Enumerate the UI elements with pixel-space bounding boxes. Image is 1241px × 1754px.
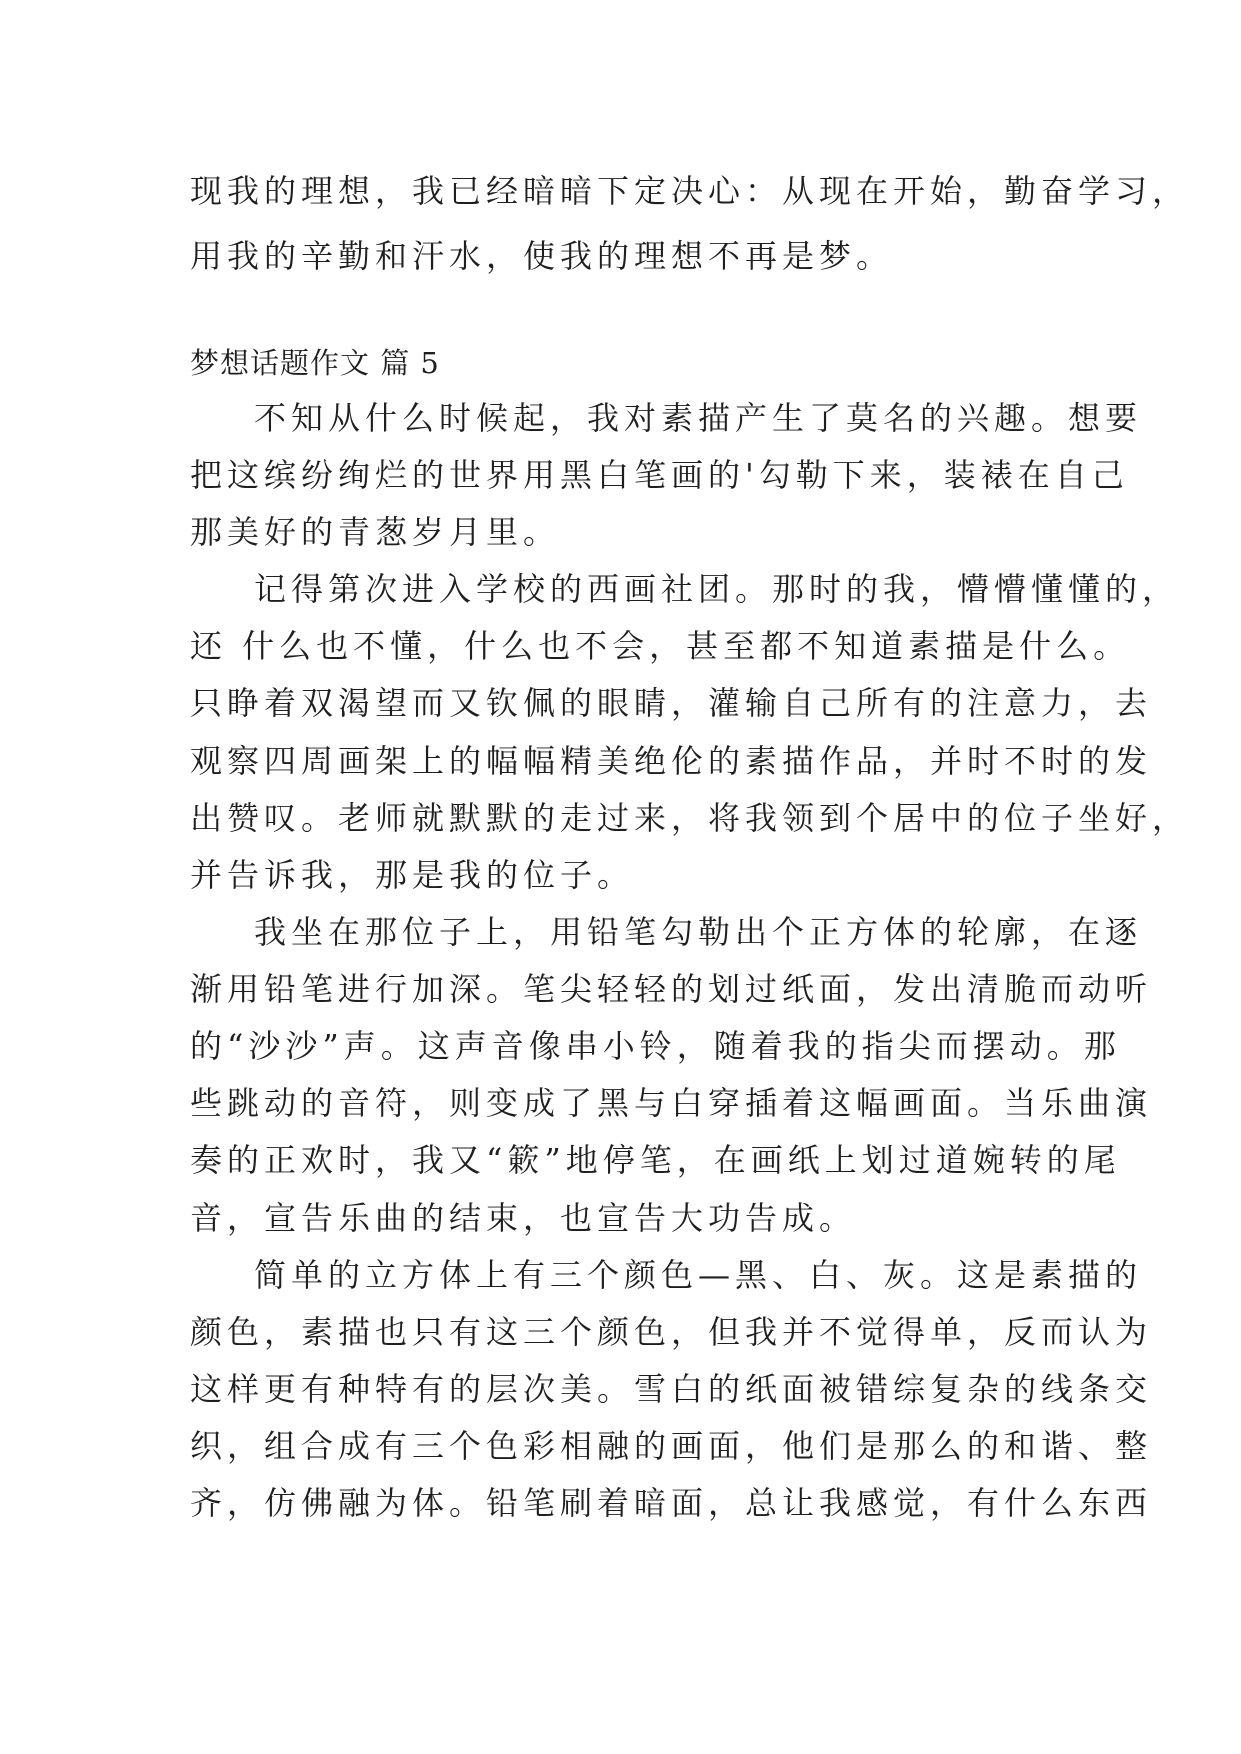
paragraph-2-line-2: 还 什么也不懂，什么也不会，甚至都不知道素描是什么。 xyxy=(190,627,1131,665)
paragraph-4-line-3: 这样更有种特有的层次美。雪白的纸面被错综复杂的线条交 xyxy=(190,1370,1153,1408)
paragraph-3-line-1: 我坐在那位子上，用铅笔勾勒出个正方体的轮廓，在逐 xyxy=(254,913,1143,951)
paragraph-4-line-5: 齐，仿佛融为体。铅笔刷着暗面，总让我感觉，有什么东西 xyxy=(190,1484,1153,1522)
intro-line-2: 用我的辛勤和汗水，使我的理想不再是梦。 xyxy=(190,237,894,275)
paragraph-1-line-2: 把这缤纷绚烂的世界用黑白笔画的'勾勒下来，装裱在自己 xyxy=(190,456,1129,494)
paragraph-3-line-2: 渐用铅笔进行加深。笔尖轻轻的划过纸面，发出清脆而动听 xyxy=(190,970,1153,1008)
paragraph-2-line-1: 记得第次进入学校的西画社团。那时的我，懵懵懂懂的， xyxy=(254,570,1180,608)
paragraph-2-line-5: 出赞叹。老师就默默的走过来，将我领到个居中的位子坐好， xyxy=(190,799,1190,837)
paragraph-4-line-2: 颜色，素描也只有这三个颜色，但我并不觉得单，反而认为 xyxy=(190,1313,1153,1351)
paragraph-3-line-5: 奏的正欢时，我又“簌”地停笔，在画纸上划过道婉转的尾 xyxy=(190,1141,1121,1179)
paragraph-1-line-3: 那美好的青葱岁月里。 xyxy=(190,513,561,551)
paragraph-2-line-3: 只睁着双渴望而又钦佩的眼睛，灌输自己所有的注意力，去 xyxy=(190,684,1153,722)
section-title: 梦想话题作文 篇 5 xyxy=(190,346,440,380)
paragraph-4-line-4: 织，组合成有三个色彩相融的画面，他们是那么的和谐、整 xyxy=(190,1427,1153,1465)
paragraph-3-line-4: 些跳动的音符，则变成了黑与白穿插着这幅画面。当乐曲演 xyxy=(190,1084,1153,1122)
paragraph-1-line-1: 不知从什么时候起，我对素描产生了莫名的兴趣。想要 xyxy=(254,399,1143,437)
intro-line-1: 现我的理想，我已经暗暗下定决心：从现在开始，勤奋学习， xyxy=(190,172,1190,210)
paragraph-4-line-1: 简单的立方体上有三个颜色—黑、白、灰。这是素描的 xyxy=(254,1256,1143,1294)
paragraph-2-line-4: 观察四周画架上的幅幅精美绝伦的素描作品，并时不时的发 xyxy=(190,742,1153,780)
paragraph-3-line-6: 音，宣告乐曲的结束，也宣告大功告成。 xyxy=(190,1199,857,1237)
paragraph-2-line-6: 并告诉我，那是我的位子。 xyxy=(190,856,635,894)
paragraph-3-line-3: 的“沙沙”声。这声音像串小铃，随着我的指尖而摆动。那 xyxy=(190,1027,1121,1065)
